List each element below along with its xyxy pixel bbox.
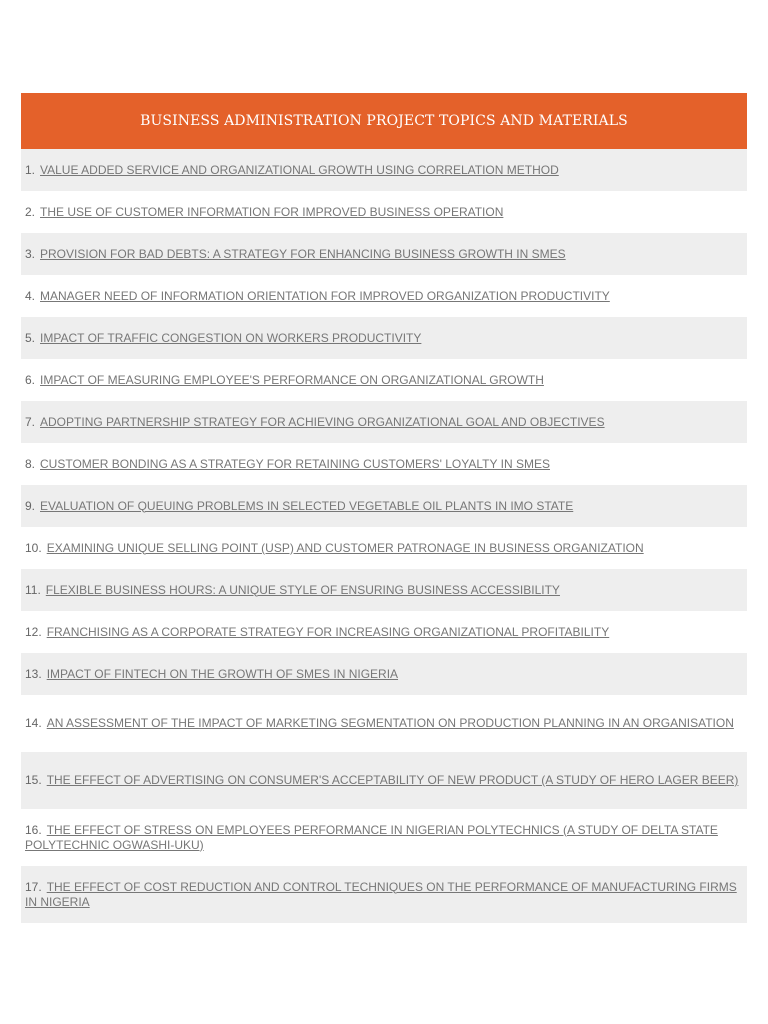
row-number: 16. [25,822,42,837]
row-number: 11. [25,582,41,597]
topic-link[interactable]: FRANCHISING AS A CORPORATE STRATEGY FOR INCREASING ORGANIZATIONAL PROFITABILITY [46,624,610,639]
table-row [21,317,747,359]
row-number: 3. [25,246,36,261]
row-number: 8. [25,456,36,471]
row-number: 2. [25,204,36,219]
table-row [21,611,747,653]
table-row [21,695,747,752]
row-number: 1. [25,162,36,177]
table-row [21,275,747,317]
topic-link[interactable]: THE EFFECT OF COST REDUCTION AND CONTROL TECHNIQUES ON THE PERFORMANCE OF MANUFACTURING FIRMS IN NIGERIA [25,879,737,909]
row-number: 5. [25,330,36,345]
row-number: 15. [25,773,42,787]
row-number: 10. [25,540,42,555]
table-row [21,401,747,443]
topic-link[interactable]: EVALUATION OF QUEUING PROBLEMS IN SELECTED VEGETABLE OIL PLANTS IN IMO STATE [40,498,574,513]
row-number: 6. [25,372,36,387]
table-row [21,752,747,809]
table-row [21,866,747,923]
topic-link[interactable]: AN ASSESSMENT OF THE IMPACT OF MARKETING SEGMENTATION ON PRODUCTION PLANNING IN AN ORGANISATION [46,716,734,730]
row-number: 7. [25,414,36,429]
table-header: BUSINESS ADMINISTRATION PROJECT TOPICS AND MATERIALS [21,93,747,149]
topic-link[interactable]: THE EFFECT OF ADVERTISING ON CONSUMER'S ACCEPTABILITY OF NEW PRODUCT (A STUDY OF HERO LAGER BEER) [46,773,739,787]
table-row [21,653,747,695]
topic-link[interactable]: CUSTOMER BONDING AS A STRATEGY FOR RETAINING CUSTOMERS' LOYALTY IN SMES [40,456,550,471]
topic-link[interactable]: THE USE OF CUSTOMER INFORMATION FOR IMPROVED BUSINESS OPERATION [40,204,504,219]
row-number: 12. [25,624,42,639]
topic-link[interactable]: VALUE ADDED SERVICE AND ORGANIZATIONAL GROWTH USING CORRELATION METHOD [40,162,559,177]
table-row [21,359,747,401]
topic-link[interactable]: IMPACT OF FINTECH ON THE GROWTH OF SMES IN NIGERIA [46,666,399,681]
table-row [21,149,747,191]
row-number: 14. [25,716,42,730]
topic-link[interactable]: PROVISION FOR BAD DEBTS: A STRATEGY FOR ENHANCING BUSINESS GROWTH IN SMES [40,246,566,261]
topic-link[interactable]: THE EFFECT OF STRESS ON EMPLOYEES PERFORMANCE IN NIGERIAN POLYTECHNICS (A STUDY OF DELTA STATE POLYTECHNIC OGWASHI-UKU) [25,822,718,852]
table-row [21,485,747,527]
row-number: 9. [25,498,36,513]
row-number: 13. [25,666,42,681]
topic-link[interactable]: ADOPTING PARTNERSHIP STRATEGY FOR ACHIEVING ORGANIZATIONAL GOAL AND OBJECTIVES [40,414,605,429]
topic-link[interactable]: IMPACT OF TRAFFIC CONGESTION ON WORKERS PRODUCTIVITY [40,330,422,345]
table-row [21,569,747,611]
table-row [21,443,747,485]
table-row [21,527,747,569]
topics-table [21,93,747,923]
table-row [21,809,747,866]
table-row [21,191,747,233]
topic-link[interactable]: FLEXIBLE BUSINESS HOURS: A UNIQUE STYLE OF ENSURING BUSINESS ACCESSIBILITY [45,582,560,597]
topic-link[interactable]: EXAMINING UNIQUE SELLING POINT (USP) AND CUSTOMER PATRONAGE IN BUSINESS ORGANIZATION [46,540,644,555]
topic-link[interactable]: MANAGER NEED OF INFORMATION ORIENTATION FOR IMPROVED ORGANIZATION PRODUCTIVITY [40,288,610,303]
table-row [21,233,747,275]
row-number: 17. [25,879,42,894]
topic-link[interactable]: IMPACT OF MEASURING EMPLOYEE'S PERFORMANCE ON ORGANIZATIONAL GROWTH [40,372,544,387]
row-number: 4. [25,288,36,303]
